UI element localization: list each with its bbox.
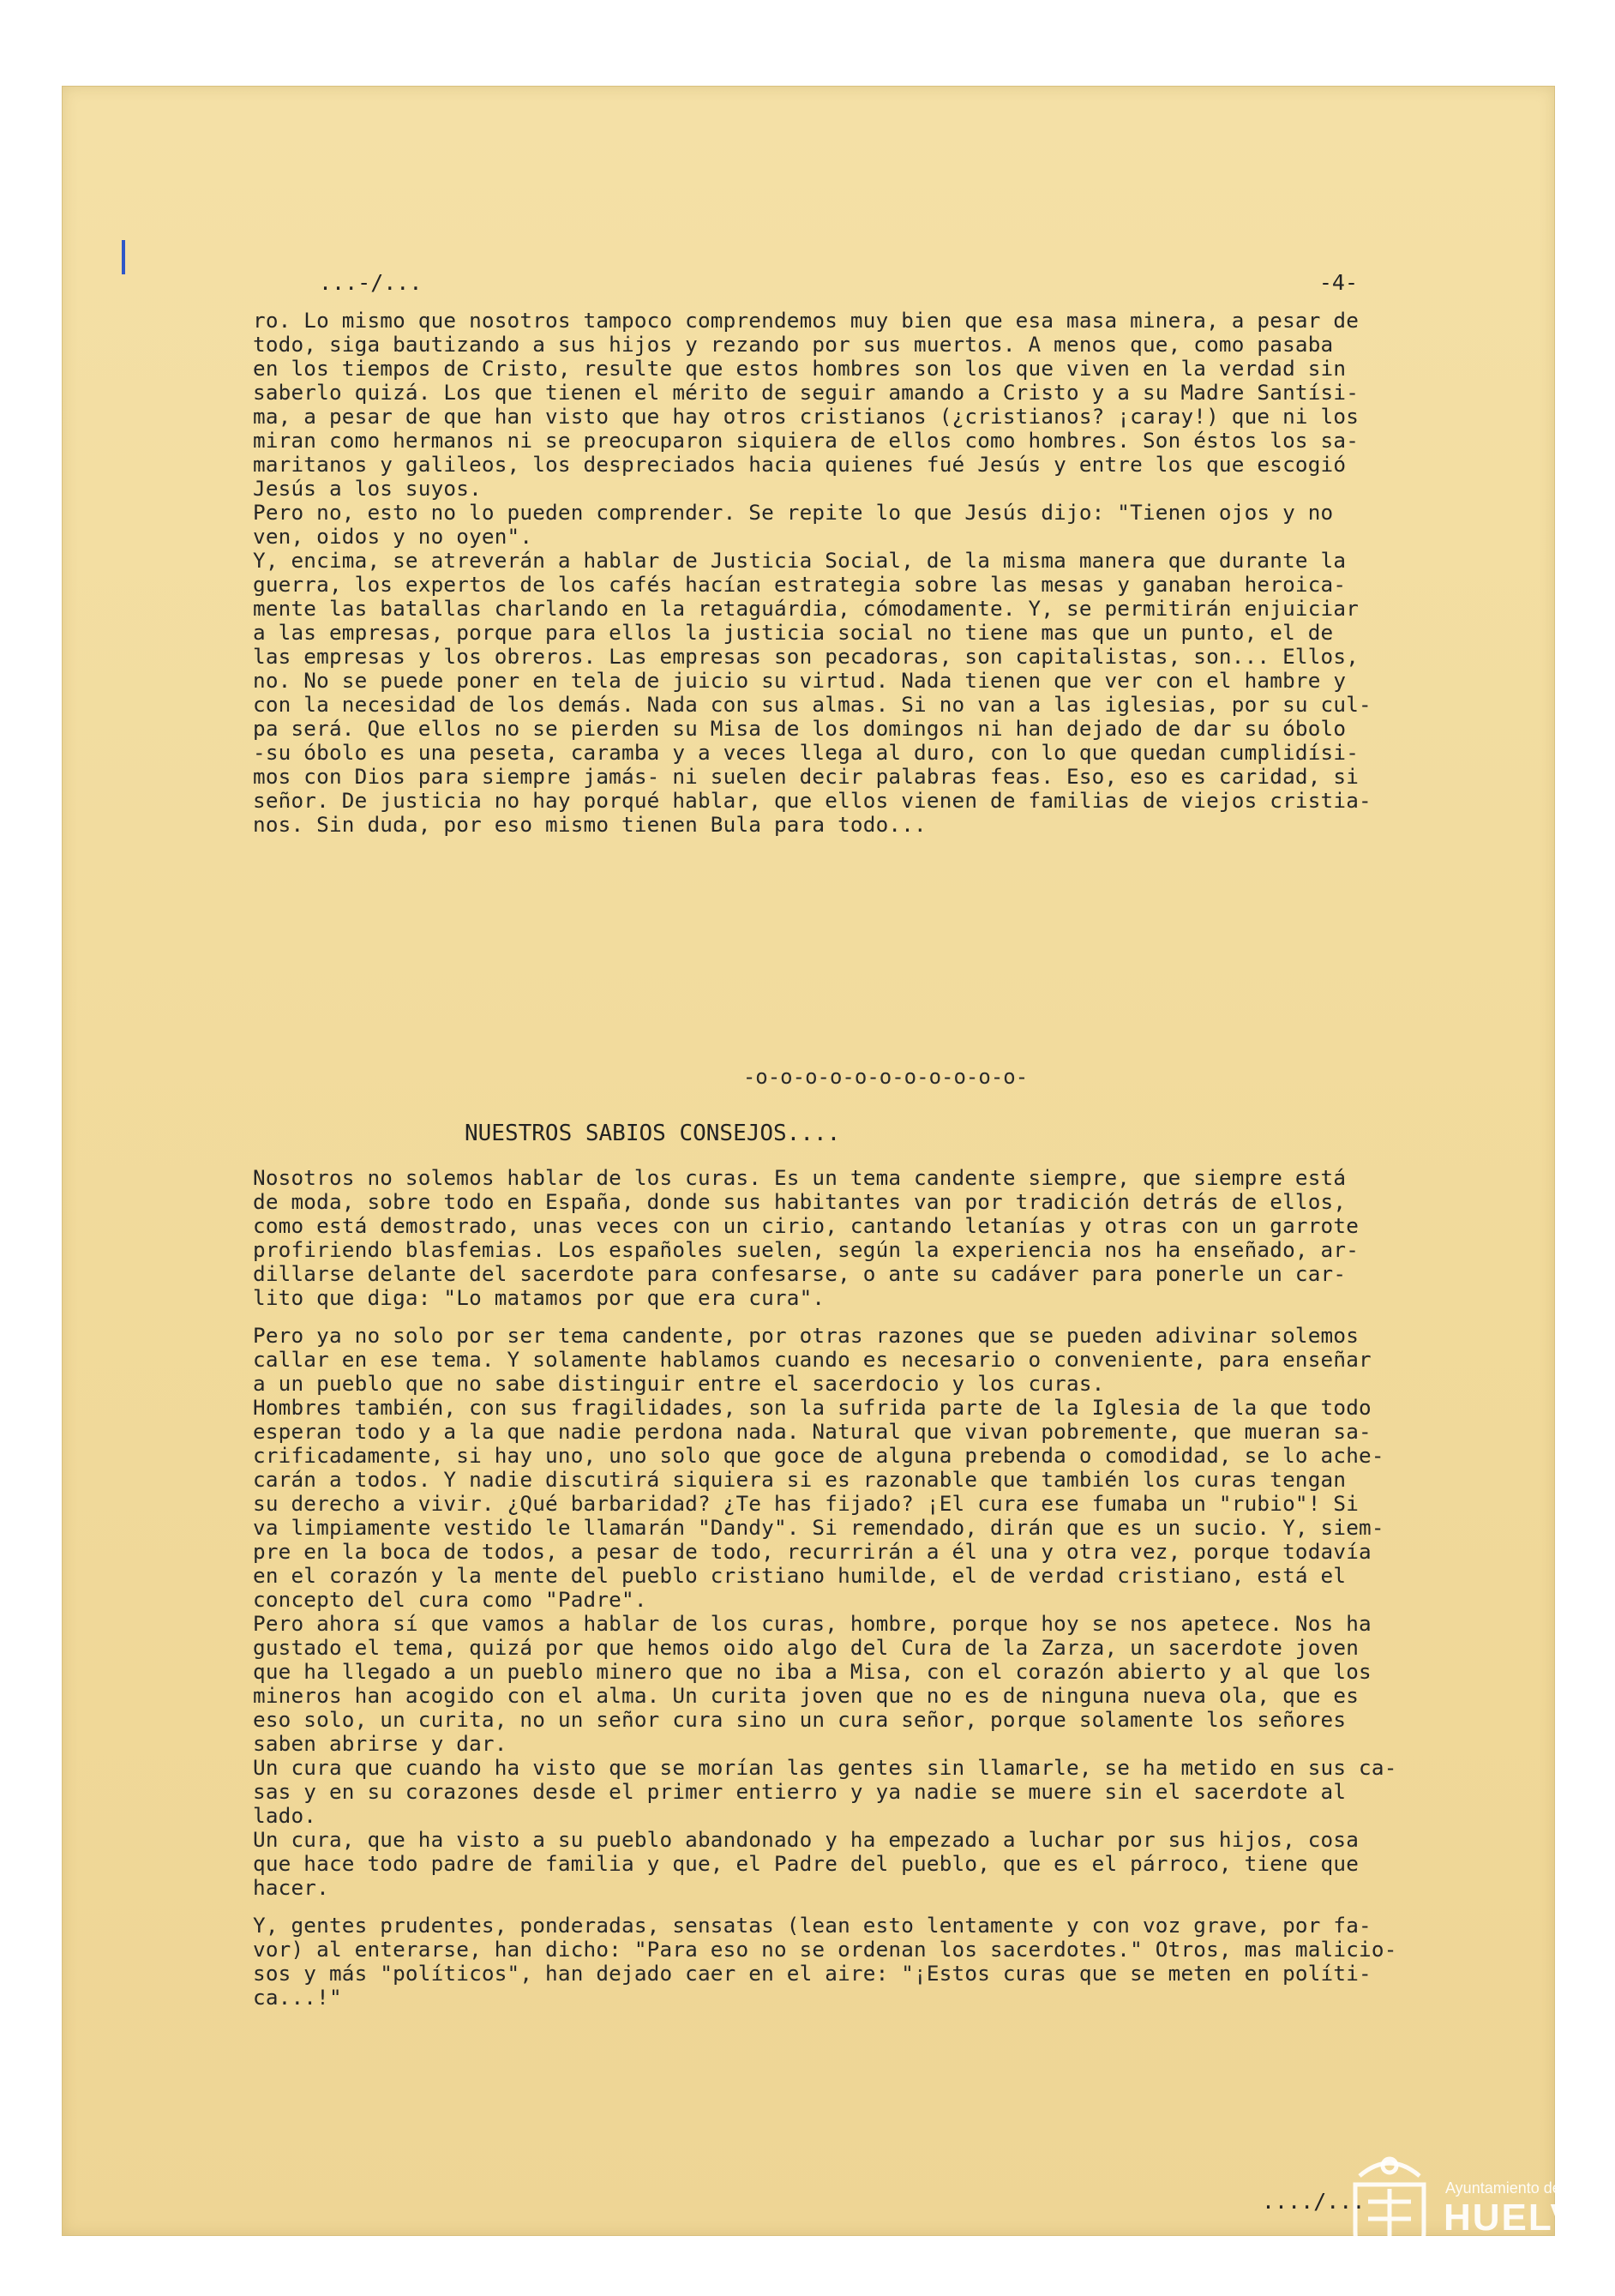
- page-header: [62, 270, 1555, 304]
- text-line: todo, siga bautizando a sus hijos y rezando por sus muertos. A menos que, como pasaba: [253, 332, 1334, 357]
- text-line: como está demostrado, unas veces con un cirio, cantando letanías y otras con un garrote: [253, 1213, 1360, 1238]
- text-line: ma, a pesar de que han visto que hay otros cristianos (¿cristianos? ¡caray!) que ni los: [253, 404, 1360, 429]
- text-line: mente las batallas charlando en la retaguárdia, cómodamente. Y, se permitirán enjuiciar: [253, 596, 1360, 621]
- text-line: las empresas y los obreros. Las empresas son pecadoras, son capitalistas, son... Ellos,: [253, 644, 1360, 669]
- text-line: a un pueblo que no sabe distinguir entre el sacerdocio y los curas.: [253, 1371, 1105, 1396]
- text-line: saberlo quizá. Los que tienen el mérito de seguir amando a Cristo y a su Madre Santísi-: [253, 380, 1360, 405]
- separator-text: -o-o-o-o-o-o-o-o-o-o-o-: [742, 1065, 1029, 1089]
- huelva-coat-of-arms-icon: [1342, 2142, 1437, 2270]
- paragraph: [253, 1324, 1504, 1900]
- text-line: lito que diga: "Lo matamos por que era cura".: [253, 1285, 826, 1310]
- text-line: guerra, los expertos de los cafés hacían estrategia sobre las mesas y ganaban heroica-: [253, 572, 1347, 597]
- section-2-body: [253, 1166, 1504, 2010]
- text-line: crificadamente, si hay uno, uno solo que goce de alguna prebenda o comodidad, se lo ache-: [253, 1443, 1384, 1468]
- watermark-institution-small: Ayuntamiento de: [1445, 2179, 1561, 2197]
- text-line: Nosotros no solemos hablar de los curas. Es un tema candente siempre, que siempre está: [253, 1166, 1347, 1190]
- footer-continuation-marker: ..../...: [1262, 2189, 1366, 2214]
- text-line: hacer.: [253, 1875, 329, 1900]
- text-line: callar en ese tema. Y solamente hablamos cuando es necesario o conveniente, para enseñar: [253, 1347, 1372, 1372]
- text-line: sas y en su corazones desde el primer entierro y ya nadie se muere sin el sacerdote al: [253, 1779, 1347, 1804]
- text-line: Pero no, esto no lo pueden comprender. Se repite lo que Jesús dijo: "Tienen ojos y no: [253, 500, 1334, 525]
- text-line: lado.: [253, 1803, 317, 1828]
- text-line: Un cura, que ha visto a su pueblo abandonado y ha empezado a luchar por sus hijos, cosa: [253, 1827, 1360, 1852]
- text-line: esperan todo y a la que nadie perdona nada. Natural que vivan pobremente, que mueran sa-: [253, 1419, 1372, 1444]
- page-number: -4-: [1318, 270, 1358, 295]
- text-line: Un cura que cuando ha visto que se morían las gentes sin llamarle, se ha metido en sus ca-: [253, 1755, 1397, 1780]
- text-line: en los tiempos de Cristo, resulte que estos hombres son los que viven en la verdad sin: [253, 356, 1347, 381]
- text-line: dillarse delante del sacerdote para confesarse, o ante su cadáver para ponerle un car-: [253, 1261, 1347, 1286]
- ayuntamiento-huelva-watermark: [1342, 2142, 1604, 2270]
- text-line: su derecho a vivir. ¿Qué barbaridad? ¿Te has fijado? ¡El cura ese fumaba un "rubio"! Si: [253, 1491, 1360, 1516]
- text-line: sos y más "políticos", han dejado caer en el aire: "¡Estos curas que se meten en políti-: [253, 1961, 1372, 1986]
- separator-line: [62, 1065, 1555, 1089]
- text-line: Y, gentes prudentes, ponderadas, sensatas (lean esto lentamente y con voz grave, por fa-: [253, 1913, 1372, 1938]
- text-line: gustado el tema, quizá por que hemos oido algo del Cura de la Zarza, un sacerdote joven: [253, 1635, 1360, 1660]
- blue-margin-mark: [122, 240, 125, 274]
- text-line: miran como hermanos ni se preocuparon siquiera de ellos como hombres. Son éstos los sa-: [253, 428, 1360, 453]
- text-line: profiriendo blasfemias. Los españoles suelen, según la experiencia nos ha enseñado, ar-: [253, 1237, 1360, 1262]
- text-line: mineros han acogido con el alma. Un curita joven que no es de ninguna nueva ola, que es: [253, 1683, 1360, 1708]
- text-line: que ha llegado a un pueblo minero que no iba a Misa, con el corazón abierto y al que los: [253, 1659, 1372, 1684]
- watermark-institution-big: HUELVA: [1444, 2197, 1604, 2239]
- text-line: concepto del cura como "Padre".: [253, 1587, 647, 1612]
- text-line: va limpiamente vestido le llamarán "Dandy". Si remendado, dirán que es un sucio. Y, siem-: [253, 1515, 1384, 1540]
- header-continuation-marker: ...-/...: [319, 270, 423, 295]
- text-line: -su óbolo es una peseta, caramba y a veces llega al duro, con lo que quedan cumplidísi-: [253, 740, 1360, 765]
- document-page: [62, 86, 1555, 2236]
- text-line: señor. De justicia no hay porqué hablar, que ellos vienen de familias de viejos cristia-: [253, 788, 1372, 813]
- text-line: pa será. Que ellos no se pierden su Misa de los domingos ni han dejado de dar su óbolo: [253, 716, 1347, 741]
- text-line: nos. Sin duda, por eso mismo tienen Bula para todo...: [253, 812, 927, 837]
- text-line: eso solo, un curita, no un señor cura sino un cura señor, porque solamente los señores: [253, 1707, 1347, 1732]
- text-line: carán a todos. Y nadie discutirá siquiera si es razonable que también los curas tengan: [253, 1467, 1347, 1492]
- text-line: no. No se puede poner en tela de juicio su virtud. Nada tienen que ver con el hambre y: [253, 668, 1347, 693]
- text-line: pre en la boca de todos, a pesar de todo, recurrirán a él una y otra vez, porque todavía: [253, 1539, 1372, 1564]
- text-line: en el corazón y la mente del pueblo cristiano humilde, el de verdad cristiano, está el: [253, 1563, 1347, 1588]
- paragraph: [253, 1914, 1504, 2010]
- text-line: Hombres también, con sus fragilidades, son la sufrida parte de la Iglesia de la que todo: [253, 1395, 1372, 1420]
- text-line: de moda, sobre todo en España, donde sus habitantes van por tradición detrás de ellos,: [253, 1189, 1347, 1214]
- text-line: que hace todo padre de familia y que, el Padre del pueblo, que es el párroco, tiene que: [253, 1851, 1360, 1876]
- text-line: ca...!": [253, 1985, 342, 2010]
- text-line: Jesús a los suyos.: [253, 476, 482, 501]
- text-line: Y, encima, se atreverán a hablar de Justicia Social, de la misma manera que durante la: [253, 548, 1347, 573]
- text-line: con la necesidad de los demás. Nada con sus almas. Si no van a las iglesias, por su cul-: [253, 692, 1372, 717]
- paragraph: [253, 1166, 1504, 1310]
- text-line: vor) al enterarse, han dicho: "Para eso no se ordenan los sacerdotes." Otros, mas malicio-: [253, 1937, 1397, 1962]
- text-line: maritanos y galileos, los despreciados hacia quienes fué Jesús y entre los que escogió: [253, 452, 1347, 477]
- text-line: saben abrirse y dar.: [253, 1731, 507, 1756]
- section-1-body: [253, 309, 1504, 837]
- text-line: a las empresas, porque para ellos la justicia social no tiene mas que un punto, el de: [253, 620, 1334, 645]
- section-title: NUESTROS SABIOS CONSEJOS....: [465, 1121, 841, 1146]
- text-line: Pero ya no solo por ser tema candente, por otras razones que se pueden adivinar solemos: [253, 1323, 1360, 1348]
- text-line: ven, oidos y no oyen".: [253, 524, 533, 549]
- text-line: Pero ahora sí que vamos a hablar de los curas, hombre, porque hoy se nos apetece. Nos ha: [253, 1611, 1372, 1636]
- text-line: mos con Dios para siempre jamás- ni suelen decir palabras feas. Eso, eso es caridad, si: [253, 764, 1360, 789]
- text-line: ro. Lo mismo que nosotros tampoco comprendemos muy bien que esa masa minera, a pesar de: [253, 309, 1360, 333]
